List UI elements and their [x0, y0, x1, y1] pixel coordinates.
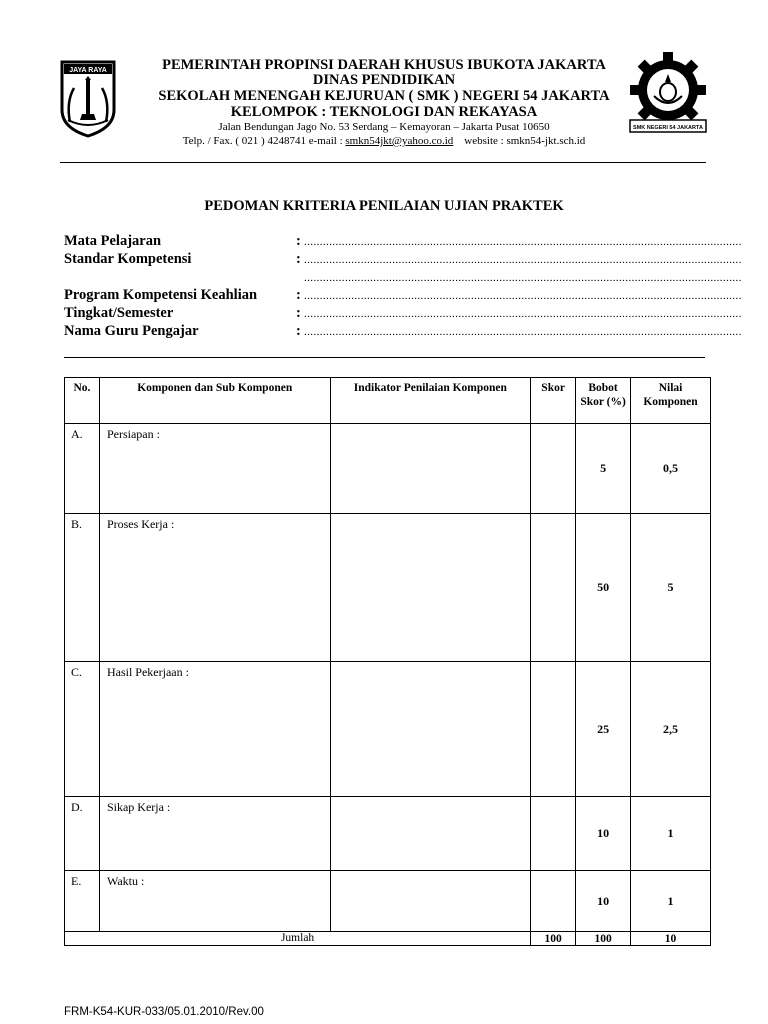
header-divider	[60, 162, 706, 163]
header-school-name: SEKOLAH MENENGAH KEJURUAN ( SMK ) NEGERI 54 JAKARTA	[158, 88, 610, 104]
header-komponen: Komponen dan Sub Komponen	[99, 378, 330, 424]
row-komponen: Persiapan :	[99, 424, 330, 514]
table-header-row	[65, 378, 711, 424]
row-indikator-cell[interactable]	[330, 514, 531, 662]
field-tingkat-semester[interactable]: ...........................................................................................................................................	[304, 308, 742, 320]
row-komponen: Proses Kerja :	[99, 514, 330, 662]
row-nilai: 5	[631, 514, 711, 662]
label-mata-pelajaran: Mata Pelajaran	[64, 233, 162, 249]
row-no: C.	[65, 662, 100, 797]
table-total-row	[65, 932, 711, 946]
assessment-table	[64, 377, 711, 946]
row-bobot: 10	[576, 871, 631, 932]
row-skor-cell[interactable]	[531, 871, 576, 932]
field-standar-kompetensi-line2[interactable]: ...........................................................................................................................................	[304, 272, 742, 284]
row-bobot: 10	[576, 797, 631, 871]
row-skor-cell[interactable]	[531, 662, 576, 797]
row-no: D.	[65, 797, 100, 871]
total-label: Jumlah	[65, 932, 531, 946]
row-no: A.	[65, 424, 100, 514]
header-indikator: Indikator Penilaian Komponen	[330, 378, 531, 424]
header-contact	[0, 135, 768, 148]
row-skor-cell[interactable]	[531, 424, 576, 514]
form-code-footer: FRM-K54-KUR-033/05.01.2010/Rev.00	[64, 1006, 264, 1018]
header-address: Jalan Bendungan Jago No. 53 Serdang – Kemayoran – Jakarta Pusat 10650	[218, 121, 550, 133]
total-bobot: 100	[576, 932, 631, 946]
label-nama-guru: Nama Guru Pengajar	[64, 323, 199, 339]
row-skor-cell[interactable]	[531, 797, 576, 871]
row-bobot: 25	[576, 662, 631, 797]
header-skor: Skor	[531, 378, 576, 424]
row-bobot: 50	[576, 514, 631, 662]
field-nama-guru[interactable]: ...........................................................................................................................................	[304, 326, 742, 338]
row-nilai: 0,5	[631, 424, 711, 514]
row-nilai: 2,5	[631, 662, 711, 797]
svg-text:JAYA RAYA: JAYA RAYA	[69, 67, 107, 74]
colon: :	[296, 233, 301, 249]
header-no: No.	[65, 378, 100, 424]
row-no: B.	[65, 514, 100, 662]
row-indikator-cell[interactable]	[330, 797, 531, 871]
contact-website: website : smkn54-jkt.sch.id	[464, 135, 586, 147]
contact-phone: Telp. / Fax. ( 021 ) 4248741 e-mail :	[182, 135, 346, 147]
row-indikator-cell[interactable]	[330, 662, 531, 797]
header-nilai: Nilai Komponen	[631, 378, 711, 424]
row-indikator-cell[interactable]	[330, 871, 531, 932]
document-title: PEDOMAN KRITERIA PENILAIAN UJIAN PRAKTEK	[204, 198, 564, 214]
field-program-kompetensi[interactable]: ...........................................................................................................................................	[304, 290, 742, 302]
row-nilai: 1	[631, 797, 711, 871]
total-nilai: 10	[631, 932, 711, 946]
field-standar-kompetensi[interactable]: ...........................................................................................................................................	[304, 254, 742, 266]
colon: :	[296, 287, 301, 303]
label-tingkat-semester: Tingkat/Semester	[64, 305, 174, 321]
total-skor: 100	[531, 932, 576, 946]
row-skor-cell[interactable]	[531, 514, 576, 662]
header-department: DINAS PENDIDIKAN	[312, 72, 456, 88]
table-row	[65, 424, 711, 514]
fields-divider	[64, 357, 705, 358]
table-row	[65, 797, 711, 871]
table-row	[65, 662, 711, 797]
row-bobot: 5	[576, 424, 631, 514]
svg-text:SMK NEGERI 54 JAKARTA: SMK NEGERI 54 JAKARTA	[633, 125, 703, 131]
row-no: E.	[65, 871, 100, 932]
header-bobot: Bobot Skor (%)	[576, 378, 631, 424]
table-row	[65, 871, 711, 932]
header-group: KELOMPOK : TEKNOLOGI DAN REKAYASA	[230, 104, 538, 120]
row-komponen: Sikap Kerja :	[99, 797, 330, 871]
label-standar-kompetensi: Standar Kompetensi	[64, 251, 192, 267]
colon: :	[296, 251, 301, 267]
table-row	[65, 514, 711, 662]
header-government: PEMERINTAH PROPINSI DAERAH KHUSUS IBUKOTA JAKARTA	[162, 57, 606, 73]
field-mata-pelajaran[interactable]: ...........................................................................................................................................	[304, 236, 742, 248]
row-nilai: 1	[631, 871, 711, 932]
contact-email-link[interactable]: smkn54jkt@yahoo.co.id	[345, 135, 454, 147]
colon: :	[296, 305, 301, 321]
colon: :	[296, 323, 301, 339]
row-komponen: Hasil Pekerjaan :	[99, 662, 330, 797]
label-program-kompetensi: Program Kompetensi Keahlian	[64, 287, 258, 303]
row-indikator-cell[interactable]	[330, 424, 531, 514]
row-komponen: Waktu :	[99, 871, 330, 932]
